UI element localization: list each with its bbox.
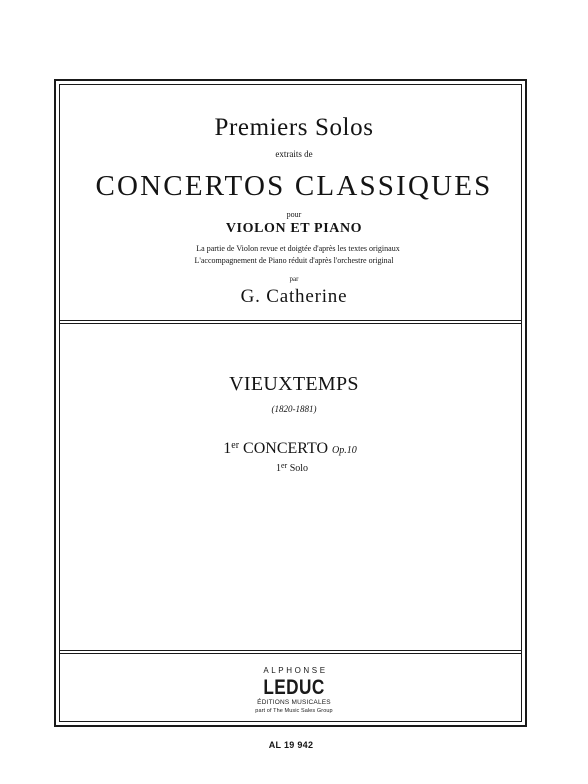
work-number-ordinal: er	[231, 440, 240, 451]
collection-title: CONCERTOS CLASSIQUES	[95, 170, 493, 202]
composer-dates: (1820-1881)	[271, 404, 317, 414]
movement-number: 1	[275, 463, 281, 474]
header-divider-top	[59, 320, 522, 321]
arranger-name: G. Catherine	[240, 286, 348, 307]
movement-label	[0, 462, 586, 474]
par-label: par	[289, 275, 299, 283]
work-opus: Op.10	[332, 445, 357, 456]
logo-group: part of The Music Sales Group	[255, 707, 333, 714]
logo-top-text: ALPHONSE	[263, 666, 328, 675]
footer-divider-bottom	[59, 653, 522, 654]
pour-label: pour	[286, 210, 302, 219]
instrumentation: VIOLON ET PIANO	[225, 221, 363, 236]
movement-name: Solo	[289, 463, 309, 474]
violin-note: La partie de Violon revue et doigtée d'après les textes originaux	[196, 244, 400, 253]
piano-note: L'accompagnement de Piano réduit d'après l'orchestre original	[194, 256, 394, 265]
footer-divider-top	[59, 650, 522, 651]
work-number: 1	[223, 440, 232, 457]
catalog-number: AL 19 942	[268, 740, 314, 750]
header-divider-bottom	[59, 323, 522, 324]
series-title: Premiers Solos	[214, 114, 374, 141]
work-title	[0, 441, 584, 457]
logo-subtitle: ÉDITIONS MUSICALES	[257, 699, 331, 706]
logo-name: LEDUC	[263, 676, 325, 699]
composer-name: VIEUXTEMPS	[229, 373, 359, 395]
movement-ordinal: er	[280, 461, 288, 470]
extraits-label: extraits de	[275, 149, 313, 159]
publisher-logo	[246, 667, 342, 715]
work-title-text: CONCERTO	[243, 440, 329, 457]
